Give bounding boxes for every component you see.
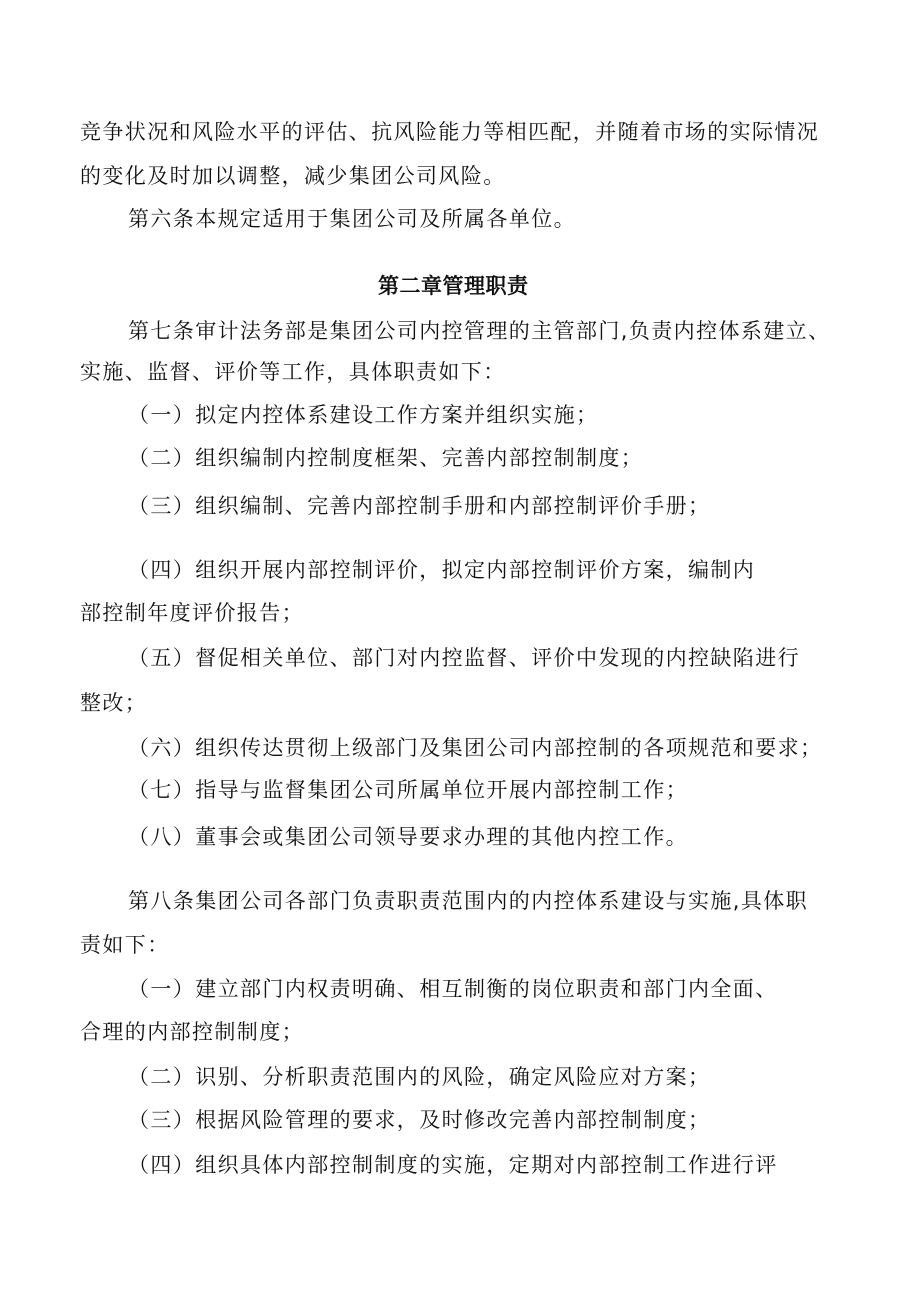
text-line: 第八条集团公司各部门负责职责范围内的内控体系建设与实施,具体职 [128, 889, 809, 913]
chapter-heading: 第二章管理职责 [378, 274, 529, 298]
text-line: 责如下： [80, 933, 170, 957]
text-line: 第六条本规定适用于集团公司及所属各单位。 [128, 207, 576, 231]
list-item: （七）指导与监督集团公司所属单位开展内部控制工作； [128, 778, 688, 802]
text-line: 合理的内部控制制度； [80, 1020, 304, 1044]
list-item: （一）建立部门内权责明确、相互制衡的岗位职责和部门内全面、 [128, 977, 778, 1001]
text-line: 实施、监督、评价等工作，具体职责如下： [80, 360, 506, 384]
list-item: （五）督促相关单位、部门对内控监督、评价中发现的内控缺陷进行 [128, 646, 800, 670]
text-line: 第七条审计法务部是集团公司内控管理的主管部门,负责内控体系建立、 [128, 319, 831, 343]
text-line: 竞争状况和风险水平的评估、抗风险能力等相匹配，并随着市场的实际情况 [80, 120, 820, 144]
list-item: （四）组织开展内部控制评价，拟定内部控制评价方案，编制内 [128, 558, 756, 582]
list-item: （三）根据风险管理的要求，及时修改完善内部控制制度； [128, 1108, 711, 1132]
list-item: （四）组织具体内部控制制度的实施，定期对内部控制工作进行评 [128, 1153, 778, 1177]
list-item: （二）识别、分析职责范围内的风险，确定风险应对方案； [128, 1065, 711, 1089]
list-item: （一）拟定内控体系建设工作方案并组织实施； [128, 403, 599, 427]
list-item: （八）董事会或集团公司领导要求办理的其他内控工作。 [128, 825, 688, 849]
text-line: 的变化及时加以调整，减少集团公司风险。 [80, 164, 506, 188]
text-line: 部控制年度评价报告； [80, 601, 304, 625]
text-line: 整改； [80, 691, 148, 715]
list-item: （六）组织传达贯彻上级部门及集团公司内部控制的各项规范和要求； [128, 736, 823, 760]
list-item: （二）组织编制内控制度框架、完善内部控制制度； [128, 446, 644, 470]
list-item: （三）组织编制、完善内部控制手册和内部控制评价手册； [128, 494, 711, 518]
